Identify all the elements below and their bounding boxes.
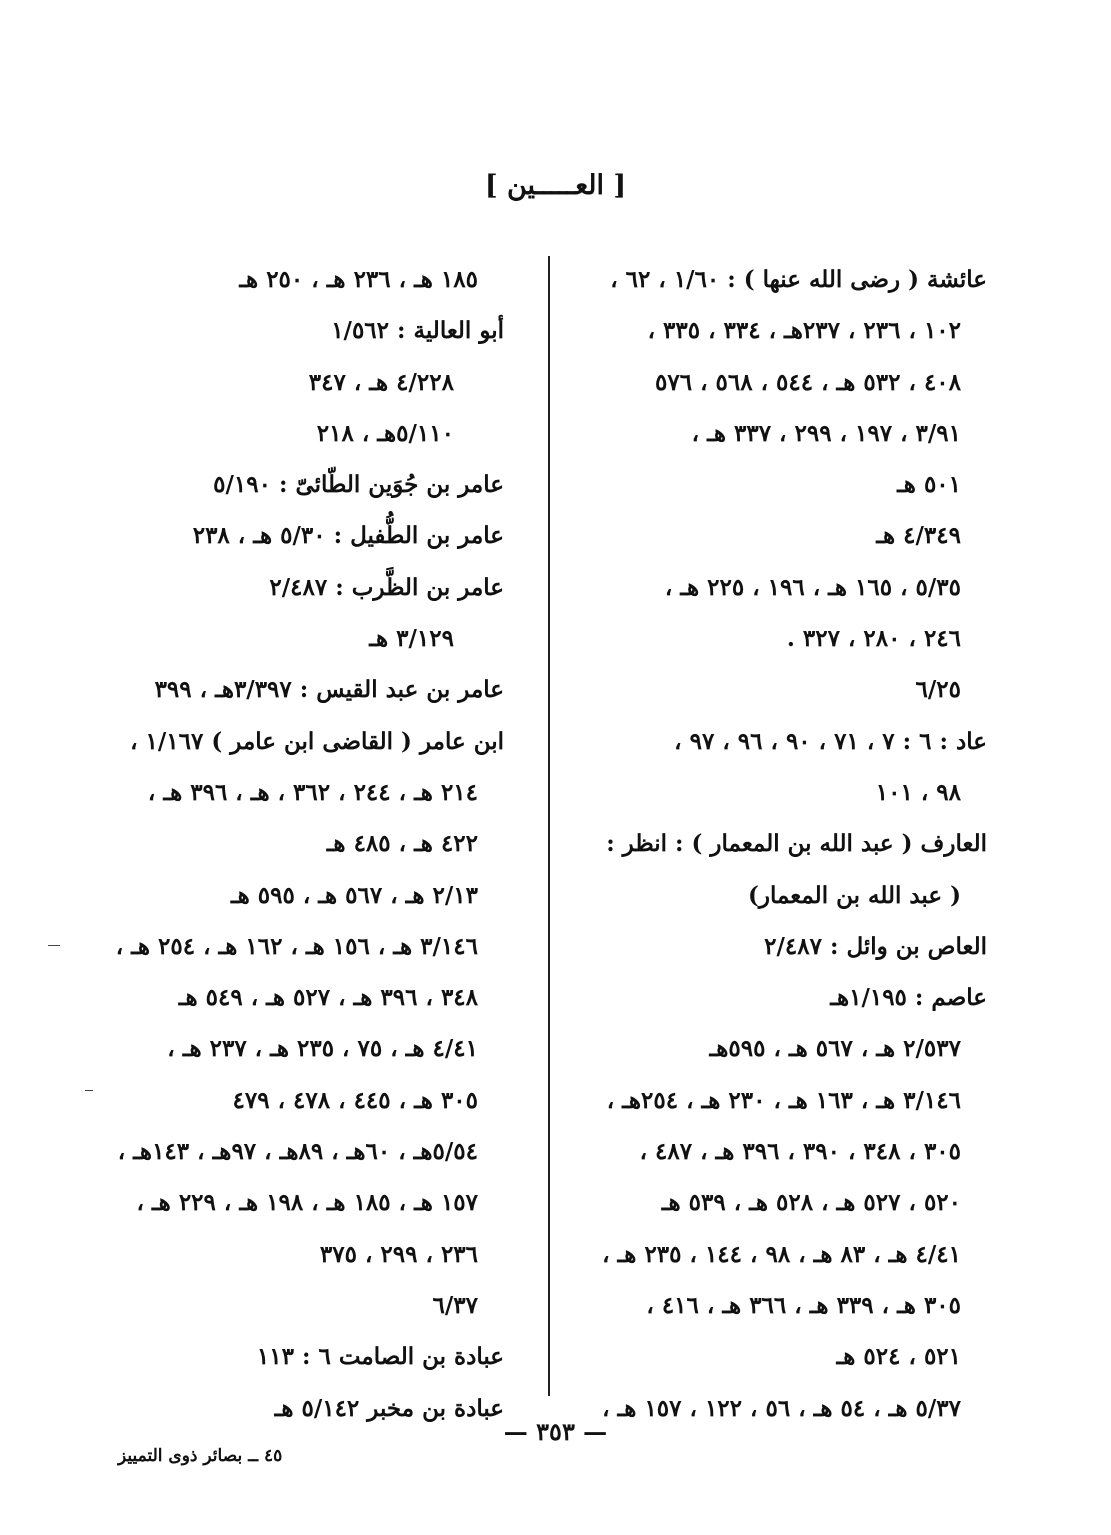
index-entry-line: عاصم : ١/١٩٥هـ — [830, 984, 987, 1012]
column-divider — [548, 256, 550, 1396]
index-entry-line: ٤/٤١ هـ ، ٧٥ ، ٢٣٥ هـ ، ٢٣٧ هـ ، — [167, 1035, 478, 1063]
index-entry-line: ٥/١١٠هـ ، ٢١٨ — [316, 419, 454, 447]
index-entry-line: ٣٠٥ هـ ، ٣٣٩ هـ ، ٣٦٦ هـ ، ٤١٦ ، — [646, 1291, 961, 1319]
page-number: — ٣٥٣ — — [503, 1417, 608, 1446]
index-entry-line: عامر بن الظَّرب : ٢/٤٨٧ — [269, 573, 504, 601]
index-entry-line: ٣/٩١ ، ١٩٧ ، ٢٩٩ ، ٣٣٧ هـ ، — [691, 419, 961, 447]
index-entry-line: عاد : ٦ : ٧ ، ٧١ ، ٩٠ ، ٩٦ ، ٩٧ ، — [674, 727, 987, 755]
index-entry-line: ٣/١٤٦ هـ ، ١٦٣ هـ ، ٢٣٠ هـ ، ٢٥٤هـ ، — [606, 1086, 961, 1114]
index-entry-line: ٥/٥٤هـ ، ٦٠هـ ، ٨٩هـ ، ٩٧هـ ، ١٤٣هـ ، — [117, 1138, 478, 1166]
index-column-right — [567, 254, 987, 1434]
index-entry-line: ٣٠٥ هـ ، ٤٤٥ ، ٤٧٨ ، ٤٧٩ — [232, 1086, 478, 1114]
index-entry-line: ٤/٣٤٩ هـ — [876, 522, 961, 550]
index-entry-line: ابن عامر ( القاضى ابن عامر ) ١/١٦٧ ، — [130, 727, 504, 755]
index-entry-line: العاص بن وائل : ٢/٤٨٧ — [764, 932, 987, 960]
index-entry-line: ٩٨ ، ١٠١ — [875, 778, 961, 806]
index-entry-line: ٥٠١ هـ — [897, 471, 961, 499]
section-title: [ العـــــين ] — [484, 170, 627, 201]
index-entry-line: ٢١٤ هـ ، ٢٤٤ ، ٣٦٢ ، هـ ، ٣٩٦ هـ ، — [147, 778, 478, 806]
index-entry-line: العارف ( عبد الله بن المعمار ) : انظر : — [606, 830, 987, 858]
index-entry-line: ٢/١٣ هـ ، ٥٦٧ هـ ، ٥٩٥ هـ — [230, 881, 478, 909]
index-entry-line: عامر بن عبد القيس : ٣/٣٩٧هـ ، ٣٩٩ — [154, 676, 504, 704]
index-entry-line: ٢٤٦ ، ٢٨٠ ، ٣٢٧ . — [786, 625, 961, 653]
index-entry-line: ٣/١٤٦ هـ ، ١٥٦ هـ ، ١٦٢ هـ ، ٢٥٤ هـ ، — [115, 932, 478, 960]
index-entry-line: ٤/٢٢٨ هـ ، ٣٤٧ — [308, 368, 454, 396]
index-entry-line: ٦/٣٧ — [432, 1291, 478, 1319]
scan-mark — [48, 945, 60, 946]
index-entry-line: عامر بن جُوَين الطّائىّ : ٥/١٩٠ — [213, 471, 504, 499]
index-entry-line: عائشة ( رضى الله عنها ) : ١/٦٠ ، ٦٢ ، — [610, 266, 987, 293]
index-entry-line: ٤٠٨ ، ٥٣٢ هـ ، ٥٤٤ ، ٥٦٨ ، ٥٧٦ — [655, 368, 961, 396]
index-entry-line: ١٠٢ ، ٢٣٦ ، ٢٣٧هـ ، ٣٣٤ ، ٣٣٥ ، — [647, 317, 961, 345]
index-entry-line: ٤/٤١ هـ ، ٨٣ هـ ، ٩٨ ، ١٤٤ ، ٢٣٥ هـ ، — [602, 1240, 961, 1268]
index-entry-line: ٢/٥٣٧ هـ ، ٥٦٧ هـ ، ٥٩٥هـ — [709, 1035, 961, 1063]
index-entry-line: ١٥٧ هـ ، ١٨٥ هـ ، ١٩٨ هـ ، ٢٢٩ هـ ، — [136, 1189, 478, 1217]
index-entry-line: عبادة بن الصامت ٦ : ١١٣ — [256, 1343, 504, 1371]
index-entry-line: ٣٠٥ ، ٣٤٨ ، ٣٩٠ ، ٣٩٦ هـ ، ٤٨٧ ، — [639, 1138, 961, 1166]
index-entry-line: ( عبد الله بن المعمار) — [748, 881, 961, 909]
index-entry-line: ٥٢٠ ، ٥٢٧ هـ ، ٥٢٨ هـ ، ٥٣٩ هـ — [661, 1189, 961, 1217]
index-entry-line: ٥/٣٧ هـ ، ٥٤ هـ ، ٥٦ ، ١٢٢ ، ١٥٧ هـ ، — [602, 1394, 961, 1422]
footer-note: ٤٥ ــ بصائر ذوى التمييز — [118, 1446, 283, 1466]
index-entry-line: ٣/١٢٩ هـ — [369, 625, 454, 653]
index-entry-line: ٣٤٨ ، ٣٩٦ هـ ، ٥٢٧ هـ ، ٥٤٩ هـ — [178, 984, 478, 1012]
index-column-left — [94, 254, 504, 1434]
index-entry-line: ٥/٣٥ ، ١٦٥ هـ ، ١٩٦ ، ٢٢٥ هـ ، — [664, 573, 961, 601]
index-entry-line: عامر بن الطُّفيل : ٥/٣٠ هـ ، ٢٣٨ — [192, 522, 504, 550]
index-entry-line: ٥٢١ ، ٥٢٤ هـ — [836, 1343, 961, 1371]
index-entry-line: أبو العالية : ١/٥٦٢ — [331, 317, 504, 345]
index-entry-line: ٦/٢٥ — [915, 676, 961, 704]
index-entry-line: ٢٣٦ ، ٢٩٩ ، ٣٧٥ — [319, 1240, 478, 1268]
index-entry-line: عبادة بن مخبر ٥/١٤٢ هـ — [274, 1394, 504, 1422]
scan-mark — [85, 1090, 93, 1091]
index-entry-line: ١٨٥ هـ ، ٢٣٦ هـ ، ٢٥٠ هـ — [239, 266, 478, 293]
index-entry-line: ٤٢٢ هـ ، ٤٨٥ هـ — [326, 830, 478, 858]
